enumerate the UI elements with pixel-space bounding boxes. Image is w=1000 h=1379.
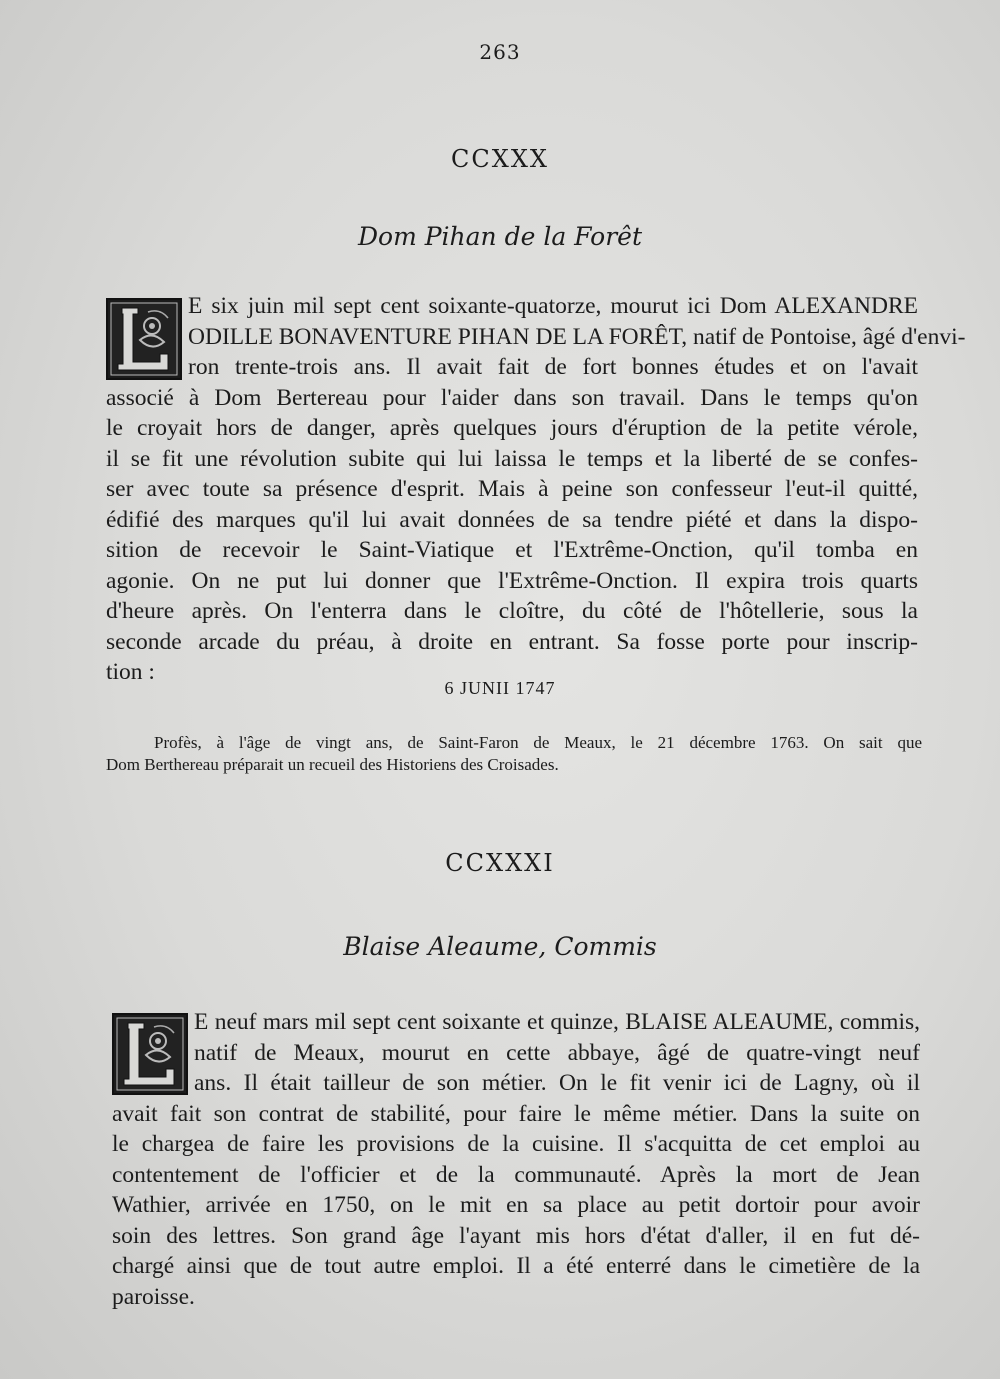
text-line: ron trente-trois ans. Il avait fait de fort bonnes études et on l'avait [188,354,918,380]
text-line: ODILLE BONAVENTURE PIHAN DE LA FORÊT, natif de Pontoise, âgé d'envi- [188,323,966,350]
text-line: Wathier, arrivée en 1750, on le mit en sa place au petit dortoir pour avoir [112,1192,920,1218]
footnote-line: Dom Berthereau préparait un recueil des Historiens des Croisades. [106,755,559,774]
text-line: E neuf mars mil sept cent soixante et quinze, BLAISE ALEAUME, commis, [194,1009,920,1035]
text-line: édifié des marques qu'il lui avait données de sa tendre piété et dans la dispo- [106,506,918,533]
text-line: seconde arcade du préau, à droite en entrant. Sa fosse porte pour inscrip- [106,628,918,655]
entry-title: Blaise Aleaume, Commis [343,932,657,961]
text-line: sition de recevoir le Saint-Viatique et l'Extrême-Onction, qu'il tomba en [106,537,918,563]
page-number: 263 [479,40,521,64]
entry-body [112,1007,920,1312]
footnote [106,732,922,776]
text-line: agonie. On ne put lui donner que l'Extrême-Onction. Il expira trois quarts [106,567,918,594]
text-line: natif de Meaux, mourut en cette abbaye, âgé de quatre-vingt neuf [194,1039,920,1066]
entry-body [106,291,966,688]
text-line: tion : [106,659,155,685]
footnote-line: Profès, à l'âge de vingt ans, de Saint-Faron de Meaux, le 21 décembre 1763. On sait que [154,733,922,752]
text-line: le chargea de faire les provisions de la cuisine. Il s'acquitta de cet emploi au [112,1131,920,1157]
text-line: associé à Dom Bertereau pour l'aider dans son travail. Dans le temps qu'on [106,384,918,411]
text-line: avait fait son contrat de stabilité, pour faire le même métier. Dans la suite on [112,1100,920,1127]
entry-number: CCXXX [451,145,549,173]
entry-number: CCXXXI [445,849,555,877]
text-line: paroisse. [112,1283,195,1310]
text-line: soin des lettres. Son grand âge l'ayant mis hors d'état d'aller, il en fut dé- [112,1222,920,1249]
text-line: ans. Il était tailleur de son métier. On le fit venir ici de Lagny, où il [194,1070,920,1096]
text-line: il se fit une révolution subite qui lui laissa le temps et la liberté de se confes- [106,445,918,472]
text-line: E six juin mil sept cent soixante-quatorze, mourut ici Dom ALEXANDRE [188,293,918,319]
entry-title: Dom Pihan de la Forêt [357,222,643,251]
text-line: chargé ainsi que de tout autre emploi. Il a été enterré dans le cimetière de la [112,1253,920,1279]
text-line: d'heure après. On l'enterra dans le cloître, du côté de l'hôtellerie, sous la [106,598,918,624]
text-line: le croyait hors de danger, après quelques jours d'éruption de la petite vérole, [106,415,918,441]
text-line: contentement de l'officier et de la communauté. Après la mort de Jean [112,1161,920,1188]
epitaph-inscription: 6 JUNII 1747 [444,678,556,698]
text-line: ser avec toute sa présence d'esprit. Mais à peine son confesseur l'eut-il quitté, [106,476,918,502]
